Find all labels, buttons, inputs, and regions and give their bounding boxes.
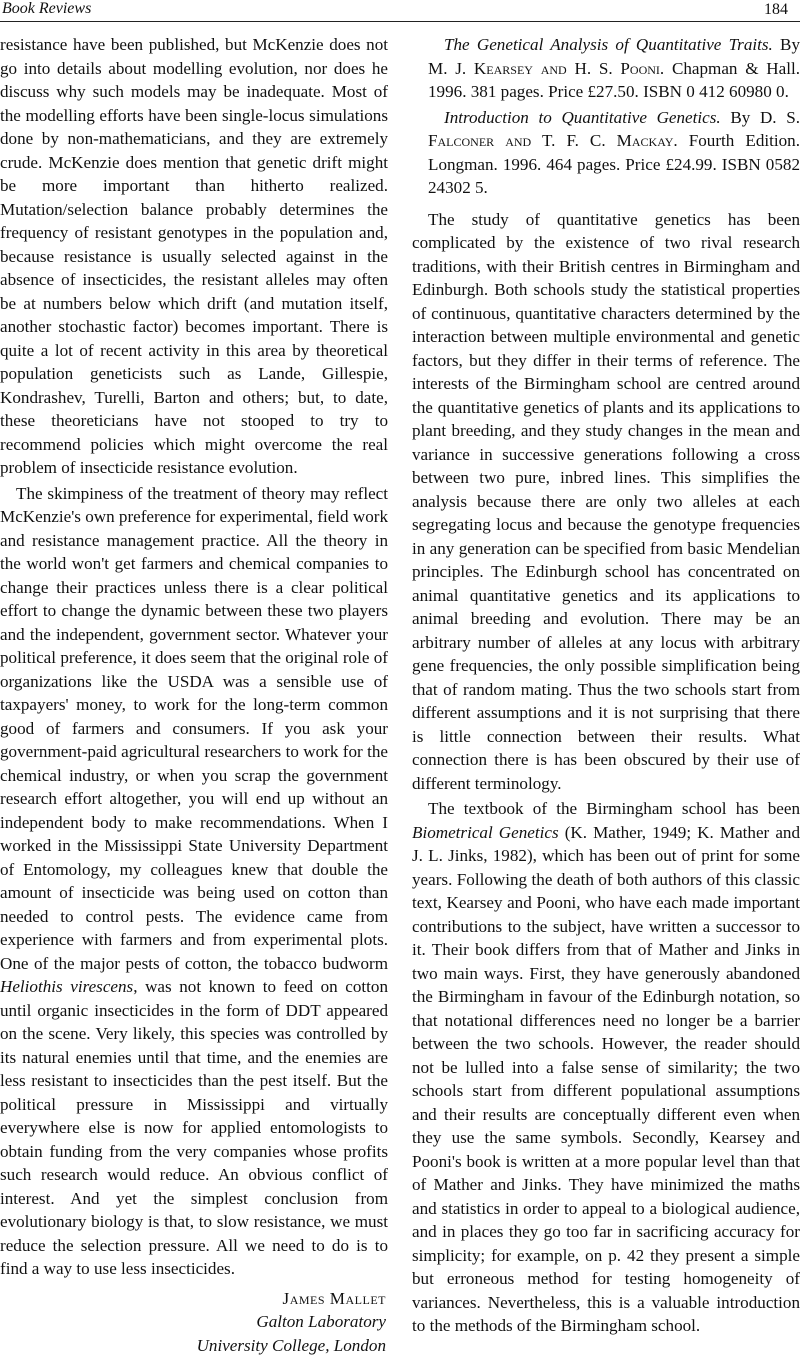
cited-book-title: Biometrical Genetics — [412, 823, 559, 842]
by-text: By — [773, 35, 800, 54]
review-paragraph: resistance have been published, but McKenzie does not go into details about modelling evolution, nor does he discuss why such models may be inadequate. Most of the modelling efforts have been single-locus simulations done by non-mathematicians, and they are extremely crude. McKenzie does mention that genetic drift might be more important than hitherto realized. Mutation/selection balance probably determines the frequency of resistant genotypes in the population and, because resistance is usually selected against in the absence of insecticides, the resistant alleles may often be at numbers below which drift (and mutation itself, another stochastic factor) becomes important. There is quite a lot of recent activity in this area by theoretical population geneticists such as Lande, Gillespie, Kondrashev, Turelli, Barton and others; but, to date, these theoreticians have not stooped to try to recommend policies which might overcome the real problem of insecticide resistance evolution. — [0, 33, 388, 480]
section-title: Book Reviews — [2, 0, 91, 18]
review-paragraph — [412, 797, 800, 1338]
paragraph-text: (K. Mather, 1949; K. Mather and J. L. Jinks, 1982), which has been out of print for some years. Following the death of both authors of this classic text, Kearsey and Pooni, who have each made important contributions to the subject, have written a successor to it. Their book differs from that of Mather and Jinks in two main ways. First, they have generously abandoned the Birmingham in favour of the Edinburgh notation, so that notational differences need no longer be a barrier between the two schools. However, the reader should not be lulled into a false sense of similarity; the two schools start from different populational assumptions and their results are conceptually different even when they use the same symbols. Secondly, Kearsey and Pooni's book is written at a more popular level than that of Mather and Jinks. They have minimized the maths and statistics in order to appeal to a biological audience, and in places they go too far in sacrificing accuracy for simplicity; for example, on p. 42 they present a simple but erroneous method for testing homogeneity of variances. Nevertheless, this is a valuable introduction to the methods of the Birmingham school. — [412, 823, 800, 1336]
book-authors: D. S. Falconer and T. F. C. Mackay — [428, 108, 800, 151]
reviewer-name: James Mallet — [0, 1287, 386, 1311]
paragraph-text: , was not known to feed on cotton until organic insecticides in the form of DDT appeared on the scene. Very likely, this species was controlled by its natural enemies until that time, and the enemies are less resistant to insecticides than the pest itself. But the political pressure in Mississippi and virtually everywhere else is now for applied entomologists to obtain funding from the very companies whose profits such research would reduce. An obvious conflict of interest. And yet the simplest conclusion from evolutionary biology is that, to slow resistance, we must reduce the selection pressure. All we need to do is to find a way to use less insecticides. — [0, 977, 388, 1278]
paragraph-text: The textbook of the Birmingham school has been — [428, 799, 800, 818]
left-column — [0, 33, 388, 1357]
header-rule — [0, 21, 800, 22]
right-column — [412, 33, 800, 1338]
paragraph-text: The skimpiness of the treatment of theory may reflect McKenzie's own preference for experimental, field work and resistance management practice. All the theory in the world won't get farmers and chemical companies to change their practices unless there is a clear political effort to change the dynamic between these two players and the independent, government sector. Whatever your political preference, it does seem that the original role of organizations like the USDA was a sensible use of taxpayers' money, to work for the long-term common good of farmers and consumers. If you ask your government-paid agricultural researchers to work for the chemical industry, or when you scrap the government research effort altogether, you will end up without an independent body to make recommendations. When I worked in the Mississippi State University Department of Entomology, my colleagues knew that double the amount of insecticide was being used on cotton than needed to control pests. The evidence came from experience with farmers and from experimental plots. One of the major pests of cotton, the tobacco budworm — [0, 484, 388, 973]
book-details: . Chapman & Hall. 1996. 381 pages. Price £27.50. ISBN 0 412 60980 0. — [428, 59, 800, 102]
running-header — [0, 0, 800, 22]
by-text: By — [721, 108, 760, 127]
book-citations — [412, 33, 800, 200]
book-authors: M. J. Kearsey and H. S. Pooni — [428, 59, 660, 78]
reviewer-signature — [0, 1287, 388, 1357]
book-citation — [412, 33, 800, 104]
reviewer-affiliation: Galton Laboratory — [0, 1310, 386, 1334]
book-details: . Fourth Edition. Longman. 1996. 464 pages. Price £24.99. ISBN 0582 24302 5. — [428, 131, 800, 197]
book-title: The Genetical Analysis of Quantitative Traits. — [444, 35, 773, 54]
reviewer-affiliation: University College, London — [0, 1334, 386, 1357]
review-paragraph: The study of quantitative genetics has been complicated by the existence of two rival research traditions, with their British centres in Birmingham and Edinburgh. Both schools study the statistical properties of continuous, quantitative characters determined by the interaction between multiple environmental and genetic factors, but they differ in their terms of reference. The interests of the Birmingham school are centred around the quantitative genetics of plants and its applications to plant breeding, and they study changes in the mean and variance in successive generations following a cross between two pure, inbred lines. This simplifies the analysis because there are only two alleles at each segregating locus and because the genotype frequencies in any generation can be specified from basic Mendelian principles. The Edinburgh school has concentrated on animal quantitative genetics and its applications to animal breeding and evolution. There may be an arbitrary number of alleles at any locus with arbitrary gene frequencies, the only possible simplification being that of random mating. Thus the two schools start from different assumptions and it is not surprising that there is little connection between their results. What connection there is has been obscured by their use of different terminology. — [412, 208, 800, 796]
review-paragraph — [0, 482, 388, 1281]
species-name: Heliothis virescens — [0, 977, 133, 996]
book-title: Introduction to Quantitative Genetics. — [444, 108, 721, 127]
page-number: 184 — [764, 1, 788, 19]
book-citation — [412, 106, 800, 200]
